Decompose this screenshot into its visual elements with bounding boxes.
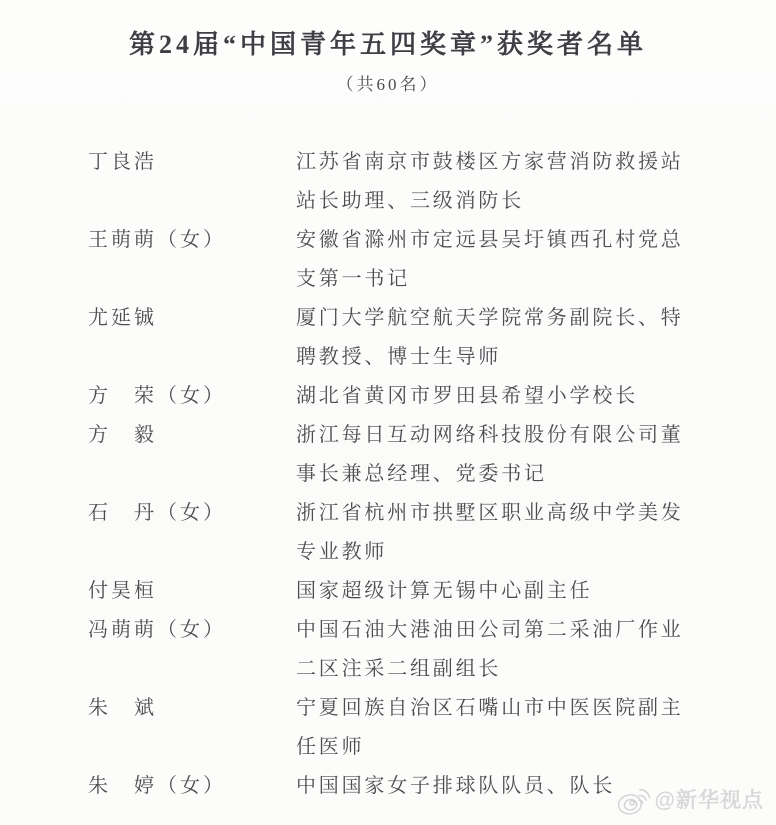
winner-list: [88, 143, 726, 806]
winner-description-line: 安徽省滁州市定远县吴圩镇西孔村党总: [296, 229, 684, 251]
winner-description-line: 湖北省黄冈市罗田县希望小学校长: [296, 385, 638, 407]
winner-description-line: 任医师: [296, 736, 365, 758]
winner-description-line: 浙江每日互动网络科技股份有限公司董: [296, 424, 684, 446]
winner-row: [88, 572, 726, 611]
winner-row: [88, 689, 726, 767]
winner-description-line: 支第一书记: [296, 268, 410, 290]
winner-description: [296, 689, 726, 767]
winner-row: [88, 611, 726, 689]
winner-description-line: 专业教师: [296, 541, 388, 563]
weibo-eye-icon: [612, 779, 655, 820]
winner-name: 丁良浩: [88, 151, 157, 173]
winner-description-line: 国家超级计算无锡中心副主任: [296, 580, 593, 602]
winner-description-line: 江苏省南京市鼓楼区方家营消防救援站: [296, 151, 684, 173]
winner-description: [296, 377, 726, 416]
winner-description-line: 事长兼总经理、党委书记: [296, 463, 547, 485]
winner-description: [296, 143, 726, 221]
winner-name: 朱 婷（女）: [88, 775, 226, 797]
watermark: [615, 781, 764, 817]
winner-description-line: 厦门大学航空航天学院常务副院长、特: [296, 307, 684, 329]
winner-description: [296, 416, 726, 494]
document-title: 第24届“中国青年五四奖章”获奖者名单: [128, 30, 647, 59]
winner-description-line: 宁夏回族自治区石嘴山市中医医院副主: [296, 697, 684, 719]
winner-row: [88, 299, 726, 377]
document-subtitle: （共60名）: [336, 75, 440, 94]
winner-name: 方 毅: [88, 424, 157, 446]
winner-row: [88, 416, 726, 494]
winner-row: [88, 221, 726, 299]
winner-description: [296, 494, 726, 572]
winner-description: [296, 221, 726, 299]
winner-row: [88, 143, 726, 221]
winner-description-line: 中国国家女子排球队队员、队长: [296, 775, 616, 797]
winner-name: 朱 斌: [88, 697, 157, 719]
winner-row: [88, 494, 726, 572]
winner-name: 付昊桓: [88, 580, 157, 602]
watermark-handle: @新华视点: [654, 789, 764, 812]
winner-name: 方 荣（女）: [88, 385, 226, 407]
winner-description: [296, 299, 726, 377]
winner-description-line: 聘教授、博士生导师: [296, 346, 502, 368]
winner-description: [296, 611, 726, 689]
winner-name: 冯萌萌（女）: [88, 619, 226, 641]
winner-description-line: 浙江省杭州市拱墅区职业高级中学美发: [296, 502, 684, 524]
winner-row: [88, 377, 726, 416]
winner-description: [296, 572, 726, 611]
winner-description-line: 站长助理、三级消防长: [296, 190, 524, 212]
winner-name: 尤延铖: [88, 307, 157, 329]
winner-name: 石 丹（女）: [88, 502, 226, 524]
winner-description-line: 二区注采二组副组长: [296, 658, 502, 680]
winner-name: 王萌萌（女）: [88, 229, 226, 251]
winner-description-line: 中国石油大港油田公司第二采油厂作业: [296, 619, 684, 641]
